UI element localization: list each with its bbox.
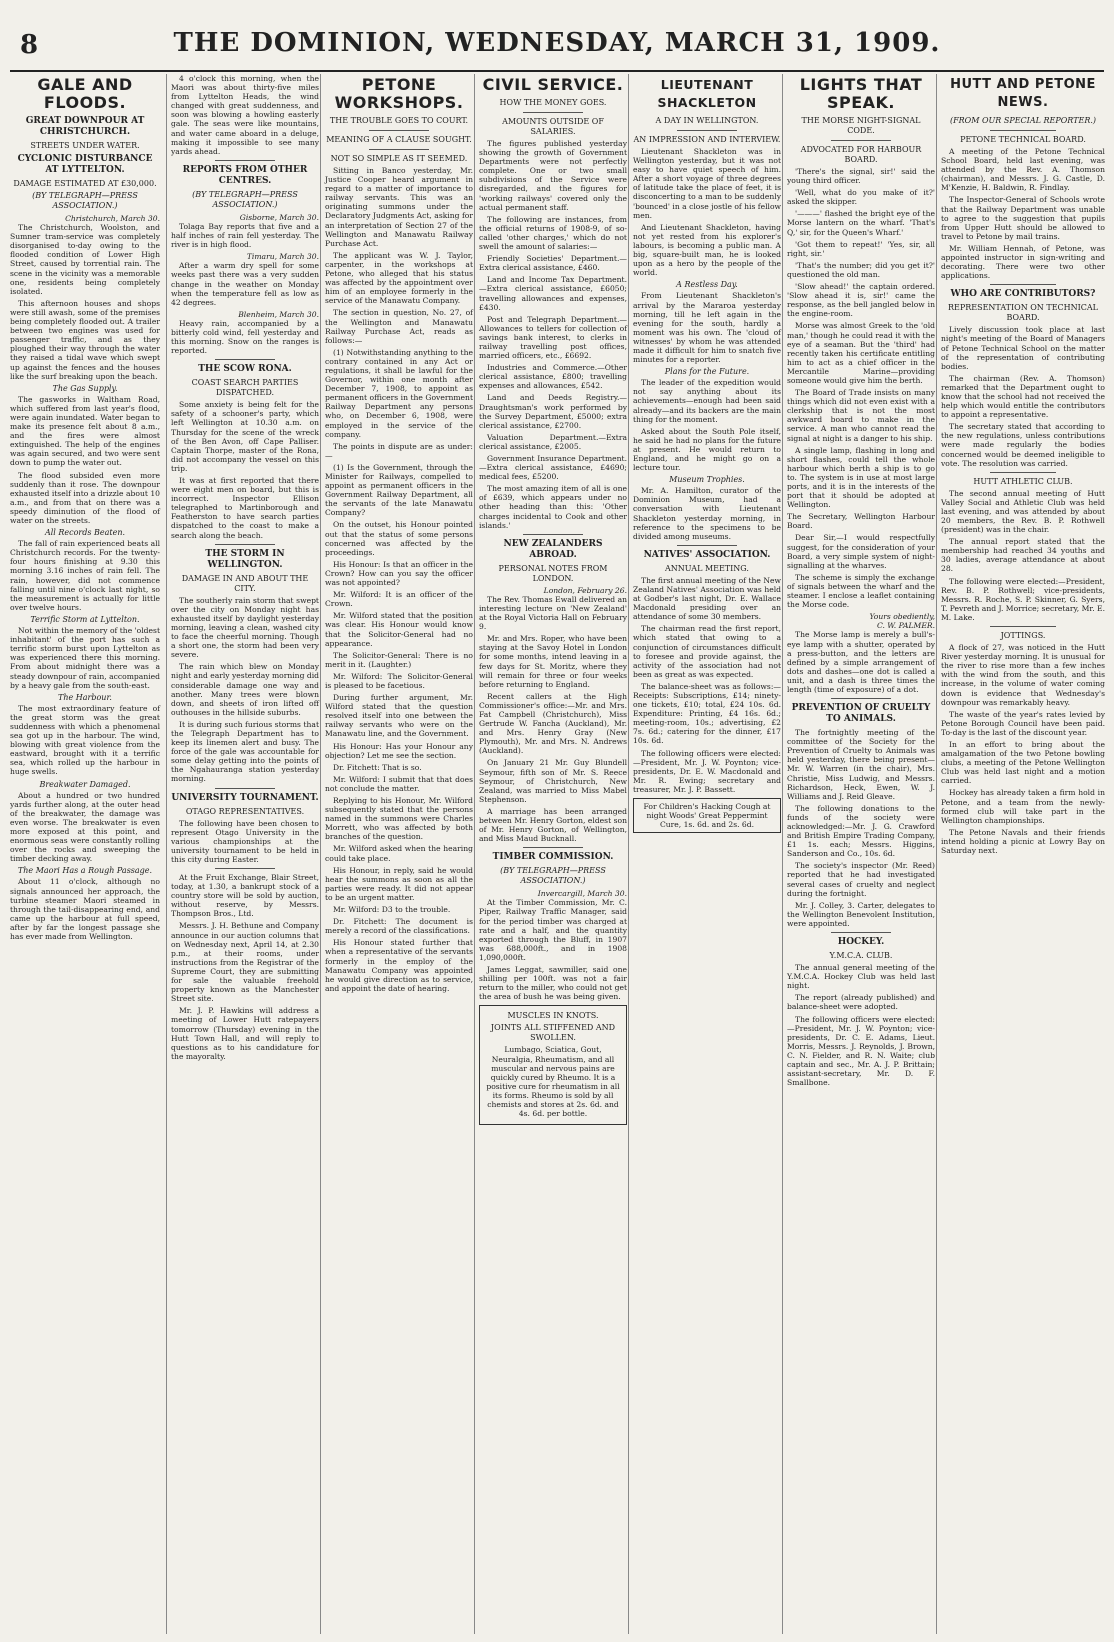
agency-line: (BY TELEGRAPH—PRESS ASSOCIATION.)	[32, 191, 138, 210]
paragraph: 'Well, what do you make of it?' asked the skipper.	[787, 188, 935, 207]
paragraph: On the outset, his Honour pointed out that the status of some persons concerned was affected by the proceedings.	[325, 520, 473, 557]
paragraph: The Inspector-General of Schools wrote that the Railway Department was unable to agree to the suggestion that pupils from Upper Hutt should be allowed to travel to Petone by mail trains.	[941, 195, 1105, 241]
section-heading: The Gas Supply.	[52, 383, 118, 393]
article-headline: UNIVERSITY TOURNAMENT.	[171, 792, 319, 803]
paragraph: Post and Telegraph Department.—Allowances to tellers for collection of savings bank interest, to clerks in railway travelling post offices, married officers, etc., £6692.	[479, 314, 627, 361]
divider	[677, 130, 736, 131]
paragraph: Mr. J. Colley, 3. Carter, delegates to the Wellington Benevolent Institution, were appointed.	[787, 900, 935, 928]
section-heading: REPORTS FROM OTHER CENTRES.	[182, 164, 308, 186]
paragraph: The points in dispute are as under:—	[325, 441, 473, 460]
subhead: AMOUNTS OUTSIDE OF SALARIES.	[502, 117, 604, 136]
paragraph: On January 21 Mr. Guy Blundell Seymour, fifth son of Mr. S. Reece Seymour, of Christchurch, New Zealand, was married to Miss Mabel Stephenson.	[479, 758, 627, 804]
subhead: WHO ARE CONTRIBUTORS?	[950, 289, 1096, 300]
paragraph: Lieutenant Shackleton was in Wellington yesterday, but it was not easy to have quiet speech of him. After a short voyage of three degrees of latitude take the place of feet, it is disconcerting to a man to be suddenly 'bounced' in a close jostle of his fellow men.	[633, 147, 782, 220]
paragraph: The balance-sheet was as follows:—Receipts: Subscriptions, £14; ninety-one tickets, £10; total, £24 10s. 6d. Expenditure: Printing, £4 16s. 6d.; meeting-room, 10s.; advertising, £2 7s. 6d.; catering for the dinner, £17 10s. 6d.	[633, 681, 781, 746]
paragraph: And Lieutenant Shackleton, having not yet rested from his explorer's labours, is becoming a public man. A big, square-built man, he is looked upon as a hero by the people of the world.	[633, 222, 781, 278]
paragraph: From Lieutenant Shackleton's arrival by the Mararoa yesterday morning, till he left again in the evening for the south, hardly a moment was his own. The 'cloud of witnesses' by whom he was attended made it difficult for him to snatch five minutes for a reporter.	[633, 291, 781, 365]
headline-shackleton: LIEUTENANT SHACKLETON	[657, 77, 757, 110]
subhead: JOTTINGS.	[1000, 631, 1046, 641]
paragraph: Mr. and Mrs. Roper, who have been staying at the Savoy Hotel in London for some months, intend leaving in a few days for St. Moritz, where they will remain for three or four weeks before returning to England.	[479, 634, 627, 689]
subhead: ADVOCATED FOR HARBOUR BOARD.	[800, 145, 922, 164]
divider	[523, 847, 582, 848]
paragraph: 4 o'clock this morning, when the Maori was about thirty-five miles from Lyttelton Heads, the wind changed with great suddenness, and soon was blowing a howling easterly gale. The seas were like mountains, and water came aboard in a deluge, making it impossible to see many yards ahead.	[171, 74, 319, 156]
paragraph: The southerly rain storm that swept over the city on Monday night has exhausted itself by daylight yesterday morning, leaving a clean, washed city to face the cheerful morning. Though a short one, the storm had been very severe.	[171, 595, 319, 660]
paragraph: The annual general meeting of the Y.M.C.A. Hockey Club was held last night.	[787, 963, 935, 991]
column-storm-reports	[166, 74, 323, 1634]
article-headline: NATIVES' ASSOCIATION.	[643, 549, 771, 560]
paragraph: A marriage has been arranged between Mr. Henry Gorton, eldest son of Mr. Henry Gorton, of Wellington, and Miss Maud Bucknall.	[479, 806, 627, 844]
divider	[523, 534, 582, 535]
paragraph: The following officers were elected:—President, Mr. J. W. Poynton; vice-presidents, Dr. C. E. Adams, Lieut. Morris, Messrs. J. Reynolds, J. Brown, C. N. Fielder, and R. N. Waite; club captain and sec., Mr. A. J. P. Brittain; assistant-secretary, Mr. D. F. Smallbone.	[787, 1014, 935, 1088]
divider	[990, 472, 1056, 473]
paragraph: His Honour, in reply, said he would hear the summons as soon as all the parties were ready. It did not appear to be an urgent matter.	[325, 865, 473, 902]
subhead: HUTT ATHLETIC CLUB.	[973, 476, 1073, 486]
ad-body: For Children's Hacking Cough at night Woods' Great Peppermint Cure, 1s. 6d. and 2s. 6d.	[643, 802, 771, 830]
paragraph: The following are instances, from the official returns of 1908-9, of so-called 'other charges,' which do not swell the amount of salaries:—	[479, 214, 627, 252]
subhead: CYCLONIC DISTURBANCE AT LYTTELTON.	[17, 154, 153, 175]
paragraph: His Honour stated further that when a representative of the servants formerly in the employ of the Manawatu Company was appointed he would give direction as to service, and appoint the date of hearing.	[325, 938, 473, 993]
paragraph: The chairman read the first report, which stated that owing to a conjunction of circumstances difficult to foresee and provide against, the activity of the association had not been as great as was expected.	[633, 624, 781, 679]
divider	[369, 130, 428, 131]
paragraph: The most extraordinary feature of the great storm was the great suddenness with which a phenomenal sea got up in the harbour. The wind, blowing with great violence from the eastward, brought with it a terrific sea, which rolled up the harbour in huge swells.	[10, 703, 160, 777]
paragraph: At the Timber Commission, Mr. C. Piper, Railway Traffic Manager, said for the period timber was charged at rate and a half, and the quantity exported through the Bluff, in 1907 was 688,000ft., and in 1908 1,090,000ft.	[479, 898, 627, 962]
subhead: OTAGO REPRESENTATIVES.	[185, 806, 305, 816]
paragraph: Mr. A. Hamilton, curator of the Dominion Museum, had a conversation with Lieutenant Shackleton yesterday morning, in reference to the specimens to be divided among museums.	[633, 486, 781, 541]
dateline: Invercargill, March 30.	[537, 889, 627, 899]
paragraph: Heavy rain, accompanied by a bitterly cold wind, fell yesterday and this morning. Snow on the ranges is reported.	[171, 318, 319, 356]
headline-lights-that-speak: LIGHTS THAT SPEAK.	[799, 75, 923, 112]
column-lights-that-speak	[782, 74, 939, 1634]
paragraph: During further argument, Mr. Wilford stated that the question resolved itself into one between the railway servants who were on the Manawatu line, and the Government.	[325, 693, 473, 739]
dateline: Blenheim, March 30.	[238, 309, 319, 319]
column-petone-workshops	[320, 74, 477, 1634]
dateline: Christchurch, March 30.	[65, 214, 160, 223]
paragraph: The report (already published) and balance-sheet were adopted.	[787, 993, 935, 1012]
section-heading: All Records Beaten.	[44, 528, 126, 538]
paragraph: The annual report stated that the membership had reached 34 youths and 30 ladies, average attendance at about 28.	[941, 537, 1105, 574]
paragraph: The rain which blew on Monday night and early yesterday morning did considerable damage one way and another. Many trees were blown down, and sheets of iron lifted off outhouses in the hillside suburbs.	[171, 662, 320, 717]
paragraph: Mr. J. P. Hawkins will address a meeting of Lower Hutt ratepayers tomorrow (Thursday) evening in the Hutt Town Hall, and will reply to questions as to his candidature for the mayoralty.	[171, 1006, 319, 1061]
paragraph: '———' flashed the bright eye of the Morse lantern on the wharf. 'That's Q,' sir, for the Queen's Wharf.'	[787, 209, 935, 237]
paragraph: Industries and Commerce.—Other clerical assistance, £800; travelling expenses and allowances, £542.	[479, 363, 627, 391]
paragraph: Sitting in Banco yesterday, Mr. Justice Cooper heard argument in regard to a matter of importance to railway servants. This was an originating summons under the Declaratory Judgments Act, asking for an interpretation of Section 27 of the Wellington and Manawatu Railway Purchase Act.	[325, 166, 473, 248]
divider	[990, 130, 1056, 131]
article-headline: HOCKEY.	[837, 937, 885, 948]
paragraph: His Honour: Has your Honour any objection? Let me see the section.	[325, 741, 473, 760]
divider	[831, 932, 890, 933]
divider	[523, 112, 582, 113]
subhead: COAST SEARCH PARTIES DISPATCHED.	[191, 378, 299, 398]
paragraph: The following officers were elected:—President, Mr. J. W. Poynton; vice-presidents, Dr. E. W. Macdonald and Mr. R. Ewing; secretary and treasurer, Mr. J. P. Bassett.	[633, 748, 781, 794]
paragraph: Land and Income Tax Department.—Extra clerical assistance, £6050; travelling allowances and expenses, £430.	[479, 275, 627, 312]
headline-civil-service: CIVIL SERVICE.	[482, 75, 624, 94]
agency-line: (FROM OUR SPECIAL REPORTER.)	[949, 116, 1097, 125]
advertisement-rheumo	[479, 1005, 627, 1125]
paragraph: Dear Sir,—I would respectfully suggest, for the consideration of your Board, a very simple system of night-signalling at the wharves.	[787, 533, 935, 570]
paragraph: Mr. Wilford: I submit that that does not conclude the matter.	[325, 774, 473, 793]
subhead: REPRESENTATION ON TECHNICAL BOARD.	[947, 303, 1098, 323]
paragraph: Dr. Fitchett: The document is merely a record of the classifications.	[325, 917, 473, 936]
paragraph: Messrs. J. H. Bethune and Company announce in our auction columns that on Wednesday next, April 14, at 2.30 p.m., at their rooms, under instructions from the Registrar of the Supreme Court, they are submitting for sale the valuable freehold property known as the Manchester Street site.	[171, 921, 319, 1004]
paragraph: Tolaga Bay reports that five and a half inches of rain fell yesterday. The river is in high flood.	[171, 221, 319, 250]
paragraph: His Honour: Is that an officer in the Crown? How can you say the officer was not appointed?	[325, 559, 473, 588]
paragraph: Morse was almost Greek to the 'old man,' though he could read it with the eye of a seaman. But the 'third' had recently taken his certificate entitling him to act as a chief officer in the Mercantile Marine—providing someone would give him the berth.	[787, 321, 935, 385]
paragraph: The Petone Navals and their friends intend holding a picnic at Lowry Bay on Saturday next.	[941, 827, 1105, 855]
paragraph: The gasworks in Waltham Road, which suffered from last year's flood, were again inundated. Water began to make its presence felt about 8 a.m., and the fires were almost extinguished. The help of the engines was again secured, and two were sent down to pump the water out.	[10, 394, 160, 468]
divider	[215, 160, 274, 161]
subhead: Y.M.C.A. CLUB.	[829, 951, 893, 961]
paragraph: Not within the memory of the 'oldest inhabitant' of the port has such a terrific storm burst upon Lyttelton as was experienced there this morning. From about midnight there was a steady downpour of rain, accompanied by a heavy gale from the south-east.	[10, 626, 160, 690]
column-hutt-petone-news	[936, 74, 1105, 1634]
paragraph: Replying to his Honour, Mr. Wilford subsequently stated that the persons named in the summons were Charles Morrett, who was affected by both branches of the question.	[325, 796, 473, 842]
article-headline: THE SCOW RONA.	[198, 364, 292, 375]
section-heading: Museum Trophies.	[669, 475, 745, 485]
letter-signoff: Yours obediently,	[869, 612, 935, 622]
paragraph: Mr. Wilford: D3 to the trouble.	[333, 905, 451, 915]
paragraph: Some anxiety is being felt for the safety of a schooner's party, which left Wellington at 10.30 a.m. on Thursday for the scene of the wreck of the Ben Avon, off Cape Palliser. Captain Thorpe, master of the Rona, did not accompany the vessel on this trip.	[171, 400, 319, 473]
paragraph: A single lamp, flashing in long and short flashes, could tell the whole harbour which berth a ship is to go to. The system is in use at most large ports, and it is in the interests of the port that it should be adopted at Wellington.	[787, 445, 935, 510]
subhead: GREAT DOWNPOUR AT CHRISTCHURCH.	[25, 116, 145, 137]
paragraph: (1) Is the Government, through the Minister for Railways, compelled to appoint as permanent officers in the Government Railway Department, all the servants of the late Manawatu Company?	[325, 462, 473, 518]
paragraph: The secretary stated that according to the new regulations, unless contributions were made regularly the bodies concerned would be deemed ineligible to vote. The resolution was carried.	[941, 422, 1105, 468]
subhead: AN IMPRESSION AND INTERVIEW.	[633, 135, 781, 144]
columns	[10, 74, 1104, 1634]
letter-addressee: The Secretary, Wellington Harbour Board.	[787, 512, 935, 531]
paragraph: This afternoon houses and shops were still awash, some of the premises being completely flooded out. A trailer between two engines was used for passenger traffic, and as they ploughed their way through the water they raised a tidal wave which swept up against the fences and the houses like the surf breaking upon the beach.	[10, 298, 160, 381]
page-number: 8	[20, 30, 39, 60]
paragraph: Government Insurance Department.—Extra clerical assistance, £4690; medical fees, £5200.	[479, 454, 627, 482]
paragraph: The following were elected:—President, Rev. B. P. Rothwell; vice-presidents, Messrs. R. Roche, S. P. Skinner, G. Syers, T. Pevreth and J. Morrice; secretary, Mr. E. M. Lake.	[941, 576, 1105, 622]
paragraph: Recent callers at the High Commissioner's office:—Mr. and Mrs. Fat Campbell (Christchurch), Miss Gertrude W. Fancha (Auckland), Mr. and Mrs. Henry Gray (New Plymouth), Mr. and Mrs. N. Andrews (Auckland).	[479, 691, 627, 756]
divider	[831, 698, 890, 699]
paragraph: The following donations to the funds of the society were acknowledged:—Mr. J. G. Crawford and British Empire Trading Company, £1 1s. each; Messrs. Higgins, Sanderson and Co., 10s. 6d.	[787, 803, 935, 859]
divider	[215, 544, 274, 545]
paragraph: The most amazing item of all is one of £639, which appears under no other heading than this: 'Other charges incidental to Cook and other islands.'	[479, 484, 627, 530]
paragraph: Valuation Department.—Extra clerical assistance, £2005.	[479, 432, 627, 451]
subhead: NOT SO SIMPLE AS IT SEEMED.	[330, 154, 468, 163]
headline-petone-workshops: PETONE WORKSHOPS.	[334, 75, 464, 112]
paragraph: Mr. William Hennah, of Petone, was appointed instructor in sign-writing and decorating. There were two other applications.	[941, 243, 1105, 281]
section-heading: The Maori Has a Rough Passage.	[17, 866, 153, 876]
paragraph: The Solicitor-General: There is no merit in it. (Laughter.)	[325, 650, 473, 669]
paragraph: The figures published yesterday showing the growth of Government Departments were not perfectly complete. One or two small subdivisions of the Service were disregarded, and the figures for 'working railways' covered only the actual permanent staff.	[479, 139, 627, 212]
paragraph: The leader of the expedition would not say anything about its achievements—enough had been said already—and its backers are the main thing for the moment.	[633, 378, 781, 424]
ad-headline: MUSCLES IN KNOTS.	[507, 1011, 599, 1021]
subhead: PETONE TECHNICAL BOARD.	[960, 135, 1086, 144]
paragraph: Mr. Wilford asked when the hearing could take place.	[325, 844, 473, 863]
paragraph: Hockey has already taken a firm hold in Petone, and a team from the newly-formed club will take part in the Wellington championships.	[941, 788, 1105, 825]
section-heading: Breakwater Damaged.	[39, 779, 131, 789]
divider	[831, 140, 890, 141]
paragraph: The flood subsided even more suddenly than it rose. The downpour exhausted itself into a drizzle about 10 a.m., and from that on there was a speedy diminution of the flood of water on the streets.	[10, 470, 160, 525]
paragraph: Mr. Wilford: The Solicitor-General is pleased to be facetious.	[325, 671, 473, 690]
headline-hutt-petone-news: HUTT AND PETONE NEWS.	[950, 77, 1096, 110]
paragraph: (1) Notwithstanding anything to the contrary contained in any Act or regulations, it shall be lawful for the Governor, within one month after December 7, 1908, to appoint as permanent officers in the Government Railway Department any persons who, on December 6, 1908, were employed in the service of the company.	[325, 347, 473, 439]
paragraph: The first annual meeting of the New Zealand Natives' Association was held at Godber's last night, Dr. E. Wallace Macdonald presiding over an attendance of some 30 members.	[633, 575, 781, 622]
agency-line: (BY TELEGRAPH—PRESS ASSOCIATION.)	[192, 189, 298, 209]
article-headline: THE STORM IN WELLINGTON.	[205, 548, 285, 570]
section-heading: Plans for the Future.	[664, 367, 750, 377]
subhead: DAMAGE IN AND ABOUT THE CITY.	[181, 573, 309, 593]
paragraph: A meeting of the Petone Technical School Board, held last evening, was attended by the Rev. A. Thomson (chairman), and Messrs. J. G. Castle, D. M'Kenzie, H. Baldwin, R. Findlay.	[941, 147, 1105, 193]
paragraph: The society's inspector (Mr. Reed) reported that he had investigated several cases of cruelty and neglect during the fortnight.	[787, 861, 935, 898]
masthead	[10, 26, 1104, 72]
paragraph: The fortnightly meeting of the committee of the Society for the Prevention of Cruelty to Animals was held yesterday, there being present—Mr. W. Warren (in the chair), Mrs. Christie, Miss Ludwig, and Messrs. Richardson, Heck, Ewen, W. J. Williams and J. Reid Gleave.	[787, 728, 935, 801]
paragraph: 'That's the number; did you get it?' questioned the old man.	[787, 260, 935, 279]
divider	[990, 626, 1056, 627]
article-headline: PREVENTION OF CRUELTY TO ANIMALS.	[791, 703, 931, 725]
paragraph: 'Slow ahead!' the captain ordered. 'Slow ahead it is, sir!' came the response, as the bell jangled below in the engine-room.	[787, 282, 935, 319]
paragraph: At the Fruit Exchange, Blair Street, today, at 1.30, a bankrupt stock of a country store will be sold by auction, without reserve, by Messrs. Thompson Bros., Ltd.	[171, 873, 319, 919]
section-heading: The Harbour.	[58, 692, 112, 702]
column-civil-service	[474, 74, 631, 1634]
letter-signature: C. W. PALMER.	[876, 621, 935, 631]
paragraph: The Morse lamp is merely a bull's-eye lamp with a shutter, operated by a press-button, and the letters are defined by a simple arrangement of dots and dashes—one dot is called a unit, and a dash is three times the length (time of exposure) of a dot.	[787, 630, 935, 694]
paragraph: 'Got them to repeat!' 'Yes, sir, all right, sir.'	[787, 239, 935, 258]
advertisement-cough-cure	[633, 798, 781, 833]
paragraph: Lively discussion took place at last night's meeting of the Board of Managers of Petone Technical School on the matter of the representation of contributing bodies.	[941, 325, 1105, 371]
paragraph: The Rev. Thomas Ewall delivered an interesting lecture on 'New Zealand' at the Royal Victoria Hall on February 9.	[479, 594, 627, 632]
subhead: STREETS UNDER WATER.	[30, 141, 140, 150]
paragraph: The section in question, No. 27, of the Wellington and Manawatu Railway Purchase Act, reads as follows:—	[325, 308, 473, 345]
subhead: THE TROUBLE GOES TO COURT.	[329, 116, 469, 125]
headline-gale-floods: GALE AND FLOODS.	[37, 75, 133, 112]
paragraph: 'There's the signal, sir!' said the young third officer.	[787, 167, 935, 186]
article-headline: TIMBER COMMISSION.	[492, 852, 614, 863]
divider	[215, 359, 274, 360]
paragraph: After a warm dry spell for some weeks past there was a very sudden change in the weather on Monday when the temperature fell as low as 42 degrees.	[171, 261, 319, 307]
subhead: THE MORSE NIGHT-SIGNAL CODE.	[801, 116, 921, 135]
divider	[215, 868, 274, 869]
paragraph: It was at first reported that there were eight men on board, but this is incorrect. Inspector Ellison telegraphed to Martinborough and Featherston to have search parties dispatched to the coast to make a search along the beach.	[171, 476, 319, 540]
paragraph: The Board of Trade insists on many things which did not even exist with a clerkship that is not the most awkward board to make in the service. A man who cannot read the signal at night is a danger to his ship.	[787, 388, 935, 443]
paragraph: It is during such furious storms that the Telegraph Department has to keep its linemen alert and busy. The force of the gale was accountable for some delay getting into the points of the Ngahauranga station yesterday morning.	[171, 719, 319, 784]
subhead: HOW THE MONEY GOES.	[499, 98, 607, 107]
paragraph: The applicant was W. J. Taylor, carpenter, in the workshops at Petone, who alleged that his status was affected by the appointment over him of an employee formerly in the service of the Manawatu Company.	[325, 250, 473, 306]
ad-body: Lumbago, Sciatica, Gout, Neuralgia, Rheumatism, and all muscular and nervous pains are quickly cured by Rheumo. It is a positive cure for rheumatism in all its forms. Rheumo is sold by all chemists and stores at 2s. 6d. and 4s. 6d. per bottle.	[486, 1045, 620, 1119]
dateline: London, February 26.	[543, 585, 627, 595]
dateline: Timaru, March 30.	[246, 252, 319, 262]
column-shackleton	[628, 74, 785, 1634]
paragraph: About 11 o'clock, although no signals announced her approach, the turbine steamer Maori steamed in through the tail-disappearing end, and came up the harbour at full speed, after by far the longest passage she has ever made from Wellington.	[10, 877, 160, 942]
subhead: ANNUAL MEETING.	[665, 563, 749, 573]
paragraph: The scheme is simply the exchange of signals between the wharf and the steamer. I enclose a leaflet containing the Morse code.	[787, 572, 935, 610]
paragraph: The Christchurch, Woolston, and Sumner tram-service was completely disorganised to-day owing to the flooded condition of Lower High Street, caused by torrential rain. The scene in the vicinity was a memorable one, residents being completely isolated.	[10, 223, 160, 296]
paragraph: In an effort to bring about the amalgamation of the two Petone bowling clubs, a meeting of the Petone Wellington Club was held last night and a motion carried.	[941, 739, 1105, 786]
paragraph: The second annual meeting of Hutt Valley Social and Athletic Club was held last evening, and was attended by about 20 members, the Rev. B. P. Rothwell (president) was in the chair.	[941, 488, 1105, 535]
paragraph: The waste of the year's rates levied by Petone Borough Council have been paid. To-day is the last of the discount year.	[941, 709, 1105, 737]
divider	[369, 149, 428, 150]
paragraph: The following have been chosen to represent Otago University in the various championships at the university tournament to be held in this city during Easter.	[171, 818, 319, 864]
subhead: DAMAGE ESTIMATED AT £30,000.	[13, 179, 157, 188]
paragraph: Dr. Fitchett: That is so.	[333, 762, 422, 772]
divider	[215, 788, 274, 789]
ad-subhead: JOINTS ALL STIFFENED AND SWOLLEN.	[490, 1023, 616, 1043]
subhead: A DAY IN WELLINGTON.	[655, 116, 759, 125]
agency-line: (BY TELEGRAPH—PRESS ASSOCIATION.)	[500, 866, 606, 886]
dateline: Gisborne, March 30.	[239, 212, 319, 222]
article-headline: NEW ZEALANDERS ABROAD.	[503, 538, 603, 560]
paragraph: The fall of rain experienced beats all Christchurch records. For the twenty-four hours finishing at 9.30 this morning 3.16 inches of rain fell. The rain, however, did not commence falling until nine o'clock last night, so the measurement is actually for little over twelve hours.	[10, 539, 160, 612]
column-gale-and-floods	[10, 74, 164, 1634]
paragraph: Mr. Wilford: It is an officer of the Crown.	[325, 590, 473, 609]
paragraph: Mr. Wilford stated that the position was clear. His Honour would know that the Solicitor-General had no appearance.	[325, 611, 473, 648]
subhead: PERSONAL NOTES FROM LONDON.	[498, 563, 608, 583]
divider	[990, 284, 1056, 285]
section-heading: Terrific Storm at Lyttelton.	[30, 614, 140, 624]
subhead: MEANING OF A CLAUSE SOUGHT.	[326, 135, 472, 144]
section-heading: A Restless Day.	[676, 280, 738, 290]
divider	[677, 545, 736, 546]
paragraph: Friendly Societies' Department.—Extra clerical assistance, £460.	[479, 254, 627, 273]
paragraph: About a hundred or two hundred yards further along, at the outer head of the breakwater, the damage was even worse. The breakwater is even more exposed at this point, and enormous seas were constantly rolling over the rocks and sweeping the timber decking away.	[10, 790, 160, 864]
paragraph: A flock of 27, was noticed in the Hutt River yesterday morning. It is unusual for the river to rise more than a few inches with the wind from the south, and this increase, in the volume of water coming down is evidence that Wednesday's downpour was remarkably heavy.	[941, 643, 1105, 707]
paragraph: James Leggat, sawmiller, said one shilling per 100ft. was not a fair return to the miller, who could not get the area of bush he was being given.	[479, 965, 627, 1002]
paragraph: The chairman (Rev. A. Thomson) remarked that the Department ought to know that the school had not received the help which would entitle the contributors to appoint a representative.	[941, 373, 1105, 420]
paragraph: Land and Deeds Registry.—Draughtsman's work performed by the Survey Department, £5000; extra clerical assistance, £2700.	[479, 393, 627, 430]
newspaper-title: THE DOMINION, WEDNESDAY, MARCH 31, 1909.	[173, 28, 941, 58]
paragraph: Asked about the South Pole itself, he said he had no plans for the future at present. He would return to England, and he might go on a lecture tour.	[633, 426, 781, 473]
